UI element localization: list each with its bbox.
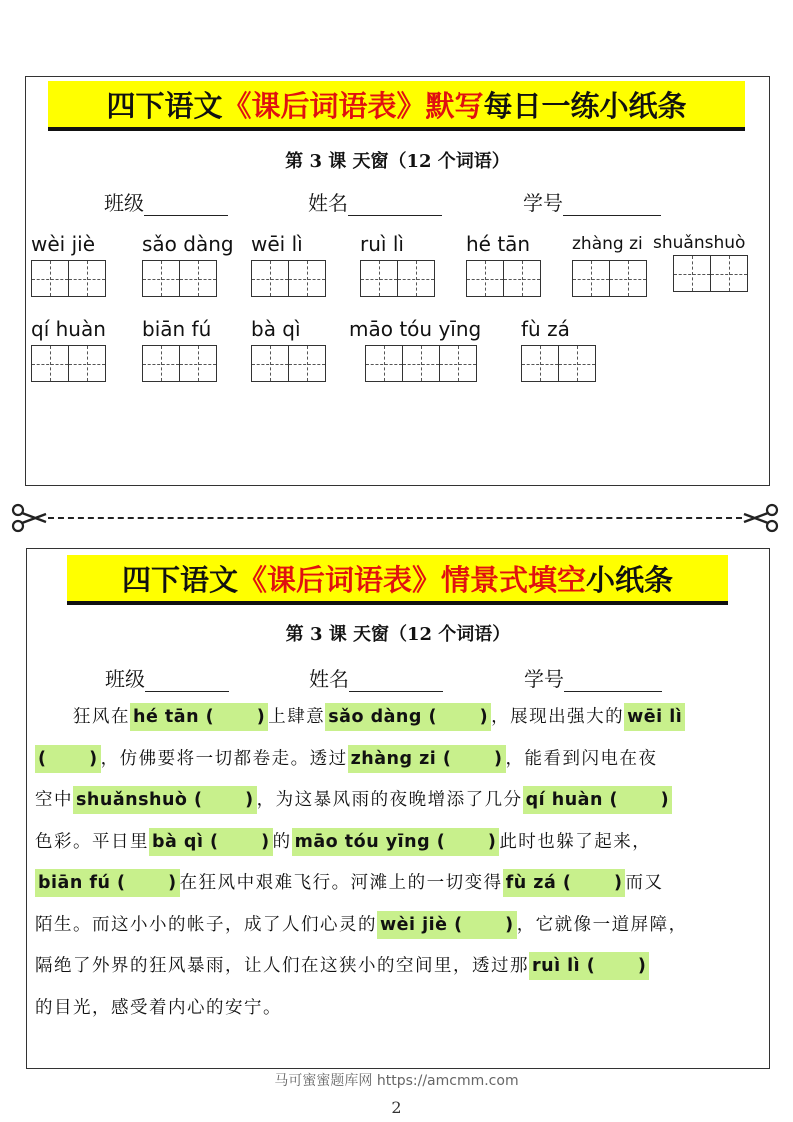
blank-qi-huan[interactable]: qí huàn ( ) [523, 786, 672, 814]
writing-boxes [572, 260, 647, 297]
card1-title-part1: 四下语文 [106, 89, 223, 123]
scissors-icon [742, 503, 780, 533]
blank-sao-dang[interactable]: sǎo dàng ( ) [325, 703, 491, 731]
pinyin-label: qí huàn [31, 317, 106, 341]
card1-title-part3: 每日一练小纸条 [483, 89, 687, 123]
page-number: 2 [391, 1098, 402, 1117]
writing-cell[interactable] [711, 255, 748, 292]
writing-boxes [31, 260, 106, 297]
word-item [349, 317, 482, 382]
writing-boxes [521, 345, 596, 382]
writing-cell[interactable] [559, 345, 596, 382]
writing-cell[interactable] [289, 345, 326, 382]
blank-mao-tou-ying[interactable]: māo tóu yīng ( ) [292, 828, 500, 856]
word-item [31, 232, 106, 297]
writing-boxes [251, 345, 326, 382]
writing-cell[interactable] [289, 260, 326, 297]
pinyin-label: shuǎnshuò [653, 233, 746, 253]
dashed-cut-line [48, 517, 742, 519]
writing-cell[interactable] [180, 260, 217, 297]
blank-wei-jie[interactable]: wèi jiè ( ) [377, 911, 517, 939]
footer-source: 马可蜜蜜题库网 https://amcmm.com [274, 1073, 519, 1089]
name-field[interactable]: 姓名 [308, 187, 442, 216]
writing-boxes [360, 260, 435, 297]
card1-title-banner [48, 81, 745, 131]
pinyin-label: hé tān [466, 232, 531, 256]
word-item [466, 232, 541, 297]
word-item [251, 232, 326, 297]
paragraph-line: 狂风在 hé tān ( ) 上肆意 sǎo dàng ( ) ，展现出强大的 wēi lì [35, 697, 761, 739]
writing-cell[interactable] [365, 345, 403, 382]
writing-cell[interactable] [31, 345, 69, 382]
writing-boxes [142, 345, 217, 382]
name-field[interactable]: 姓名 [309, 663, 443, 692]
word-item [142, 317, 217, 382]
blank-fu-za[interactable]: fù zá ( ) [503, 869, 626, 897]
pinyin-label: bà qì [251, 317, 301, 341]
writing-cell[interactable] [403, 345, 440, 382]
card1-lesson-title: 第 3 课 天窗（12 个词语） [285, 151, 510, 172]
pinyin-label: ruì lì [360, 232, 404, 256]
fill-in-card [26, 548, 770, 1069]
student-number-field[interactable]: 学号 [524, 663, 662, 692]
writing-boxes [466, 260, 541, 297]
word-item [251, 317, 326, 382]
word-item [31, 317, 106, 382]
paragraph-line: 陌生。而这小小的帐子，成了人们心灵的 wèi jiè ( ) ，它就像一道屏障， [35, 905, 761, 947]
pinyin-label: wēi lì [251, 232, 303, 256]
writing-cell[interactable] [572, 260, 610, 297]
cut-line [10, 503, 780, 533]
writing-cell[interactable] [673, 255, 711, 292]
class-field[interactable]: 班级 [104, 187, 228, 216]
writing-cell[interactable] [466, 260, 504, 297]
blank-bian-fu[interactable]: biān fú ( ) [35, 869, 180, 897]
dictation-card [25, 76, 770, 486]
paragraph-line: 空中 shuǎnshuò ( ) ，为这暴风雨的夜晚增添了几分 qí huàn ( ) [35, 780, 761, 822]
paragraph-line: 的目光，感受着内心的安宁。 [35, 997, 282, 1018]
card1-title-part2: 《课后词语表》默写 [222, 89, 484, 123]
writing-cell[interactable] [610, 260, 647, 297]
pinyin-label: wèi jiè [31, 232, 95, 256]
story-paragraph [35, 697, 761, 1029]
writing-cell[interactable] [142, 345, 180, 382]
card2-title-banner [67, 555, 728, 605]
writing-cell[interactable] [440, 345, 477, 382]
writing-cell[interactable] [69, 345, 106, 382]
writing-cell[interactable] [251, 260, 289, 297]
writing-cell[interactable] [360, 260, 398, 297]
blank-he-tan[interactable]: hé tān ( ) [130, 703, 268, 731]
card2-title-part2: 《课后词语表》情景式填空 [237, 563, 586, 597]
word-item [521, 317, 596, 382]
card2-lesson-title: 第 3 课 天窗（12 个词语） [285, 624, 511, 645]
class-field[interactable]: 班级 [105, 663, 229, 692]
paragraph-line: 隔绝了外界的狂风暴雨，让人们在这狭小的空间里，透过那 ruì lì ( ) [35, 946, 761, 988]
blank-rui-li[interactable]: ruì lì ( ) [529, 952, 649, 980]
writing-boxes [142, 260, 234, 297]
blank-shuanshuo[interactable]: shuǎnshuò ( ) [73, 786, 257, 814]
word-item [653, 231, 748, 292]
writing-boxes [673, 255, 748, 292]
title-underline [48, 127, 745, 131]
writing-cell[interactable] [504, 260, 541, 297]
blank-wei-li[interactable]: wēi lì [624, 703, 685, 731]
pinyin-label: sǎo dàng [142, 232, 234, 256]
word-item [142, 232, 234, 297]
student-number-field[interactable]: 学号 [523, 187, 661, 216]
card2-title-part3: 小纸条 [586, 563, 674, 597]
writing-boxes [365, 345, 481, 382]
pinyin-label: māo tóu yīng [349, 317, 482, 341]
blank-zhang-zi[interactable]: zhàng zi ( ) [348, 745, 506, 773]
writing-cell[interactable] [521, 345, 559, 382]
scissors-icon [10, 503, 48, 533]
paragraph-line: biān fú ( ) 在狂风中艰难飞行。河滩上的一切变得 fù zá ( ) 而又 [35, 863, 761, 905]
pinyin-label: biān fú [142, 317, 212, 341]
pinyin-label: zhàng zi [572, 234, 643, 254]
word-item [360, 232, 435, 297]
paragraph-line: ( ) ，仿佛要将一切都卷走。透过 zhàng zi ( ) ，能看到闪电在夜 [35, 739, 761, 781]
writing-cell[interactable] [251, 345, 289, 382]
card2-title-part1: 四下语文 [121, 563, 238, 597]
pinyin-label: fù zá [521, 317, 570, 341]
writing-boxes [31, 345, 106, 382]
writing-cell[interactable] [69, 260, 106, 297]
blank-ba-qi[interactable]: bà qì ( ) [149, 828, 273, 856]
writing-cell[interactable] [142, 260, 180, 297]
writing-cell[interactable] [31, 260, 69, 297]
word-item [572, 232, 647, 297]
blank-wei-li-parens[interactable]: ( ) [35, 745, 101, 773]
title-underline [67, 601, 728, 605]
writing-cell[interactable] [180, 345, 217, 382]
paragraph-line: 色彩。平日里 bà qì ( ) 的 māo tóu yīng ( ) 此时也躲了起来， [35, 822, 761, 864]
writing-boxes [251, 260, 326, 297]
writing-cell[interactable] [398, 260, 435, 297]
